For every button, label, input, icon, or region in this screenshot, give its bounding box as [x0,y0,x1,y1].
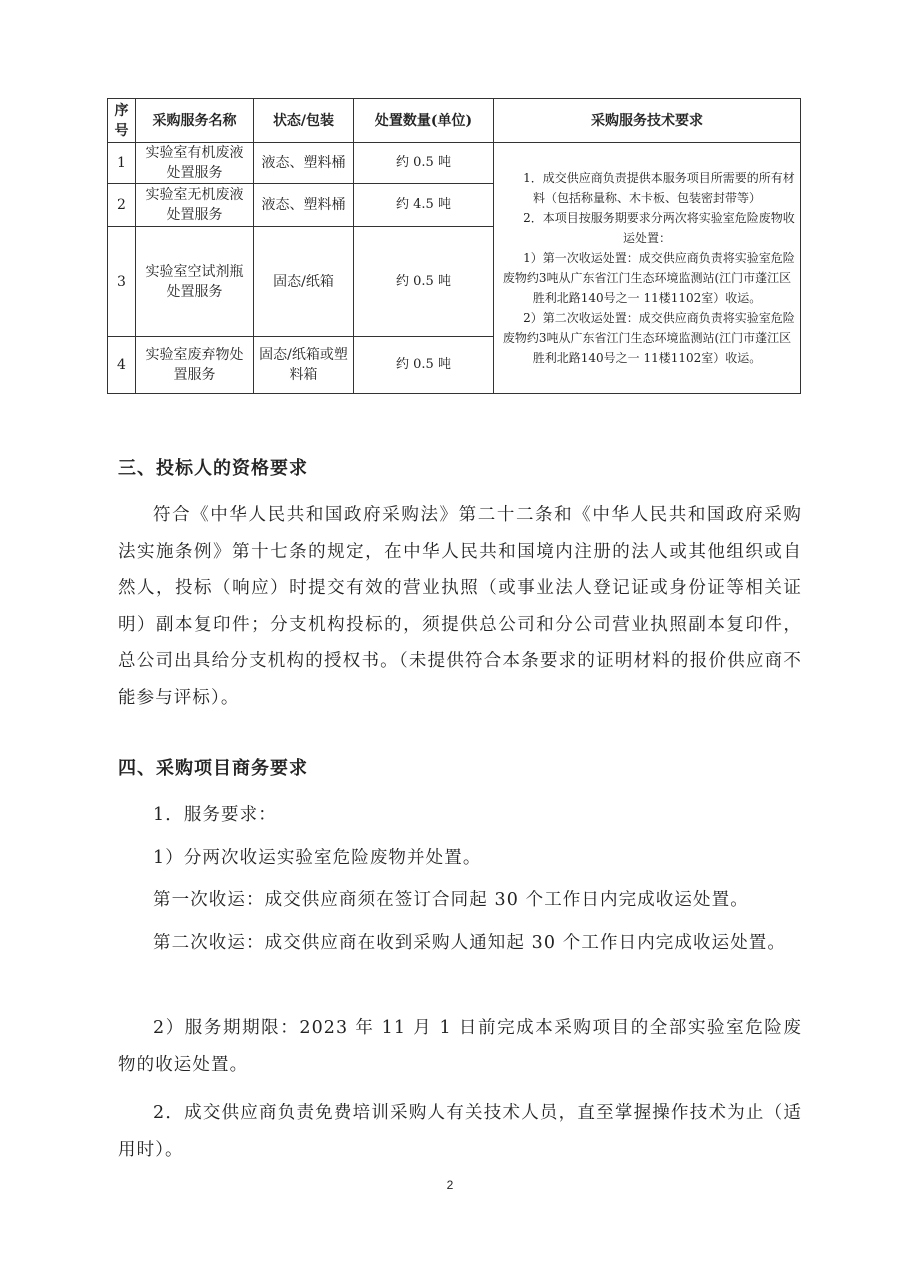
cell-qty: 约 0.5 吨 [354,337,494,394]
cell-qty: 约 0.5 吨 [354,143,494,184]
tech-para-1: 1．成交供应商负责提供本服务项目所需要的所有材料（包括称量称、木卡板、包装密封带等） [523,171,795,205]
cell-name: 实验室无机废液处置服务 [136,184,254,227]
cell-name: 实验室废弃物处置服务 [136,337,254,394]
table-header-row [108,99,801,143]
second-collection-text: 第二次收运：成交供应商在收到采购人通知起 30 个工作日内完成收运处置。 [153,933,786,953]
header-qty: 处置数量(单位) [354,99,494,143]
page-number: 2 [446,1178,454,1192]
tech-para-3: 1）第一次收运处置：成交供应商负责将实验室危险废物约3吨从广东省江门生态环境监测站(江门市蓬江区胜利北路140号之一 11楼1102室）收运。 [502,251,795,305]
first-collection-text: 第一次收运：成交供应商须在签订合同起 30 个工作日内完成收运处置。 [153,890,749,910]
cell-seq: 2 [108,184,136,227]
cell-state: 固态/纸箱 [254,227,354,337]
section-4-heading: 四、采购项目商务要求 [118,758,308,779]
tech-para-4: 2）第二次收运处置：成交供应商负责将实验室危险废物约3吨从广东省江门生态环境监测站(江门市蓬江区胜利北路140号之一 11楼1102室）收运。 [502,311,795,365]
training-requirement-text: 2．成交供应商负责免费培训采购人有关技术人员，直至掌握操作技术为止（适用时）。 [118,1103,802,1160]
service-period-text: 2）服务期期限：2023 年 11 月 1 日前完成本采购项目的全部实验室危险废物的收运处置。 [118,1018,802,1075]
cell-seq: 1 [108,143,136,184]
header-tech: 采购服务技术要求 [494,99,801,143]
cell-seq: 4 [108,337,136,394]
service-requirements-item: 1．服务要求： [153,805,277,825]
cell-state: 液态、塑料桶 [254,143,354,184]
section-3-heading: 三、投标人的资格要求 [118,458,308,479]
section-3-paragraph: 符合《中华人民共和国政府采购法》第二十二条和《中华人民共和国政府采购法实施条例》第十七条的规定，在中华人民共和国境内注册的法人或其他组织或自然人，投标（响应）时提交有效的营业执照（或事业法人登记证或身份证等相关证明）副本复印件；分支机构投标的，须提供总公司和分公司营业执照副本复印件，总公司出具给分支机构的授权书。（未提供符合本条要求的证明材料的报价供应商不能参与评标）。 [118,505,802,708]
header-seq: 序号 [108,99,136,143]
cell-qty: 约 0.5 吨 [354,227,494,337]
procurement-table [107,98,801,394]
tech-para-2: 2．本项目按服务期要求分两次将实验室危险废物收运处置： [523,211,795,245]
two-collections-item: 1）分两次收运实验室危险废物并处置。 [153,848,482,868]
table-row [108,143,801,184]
cell-name: 实验室空试剂瓶处置服务 [136,227,254,337]
header-state: 状态/包装 [254,99,354,143]
cell-tech-requirements [494,143,801,394]
cell-state: 液态、塑料桶 [254,184,354,227]
cell-state: 固态/纸箱或塑料箱 [254,337,354,394]
header-name: 采购服务名称 [136,99,254,143]
cell-qty: 约 4.5 吨 [354,184,494,227]
cell-name: 实验室有机废液处置服务 [136,143,254,184]
cell-seq: 3 [108,227,136,337]
